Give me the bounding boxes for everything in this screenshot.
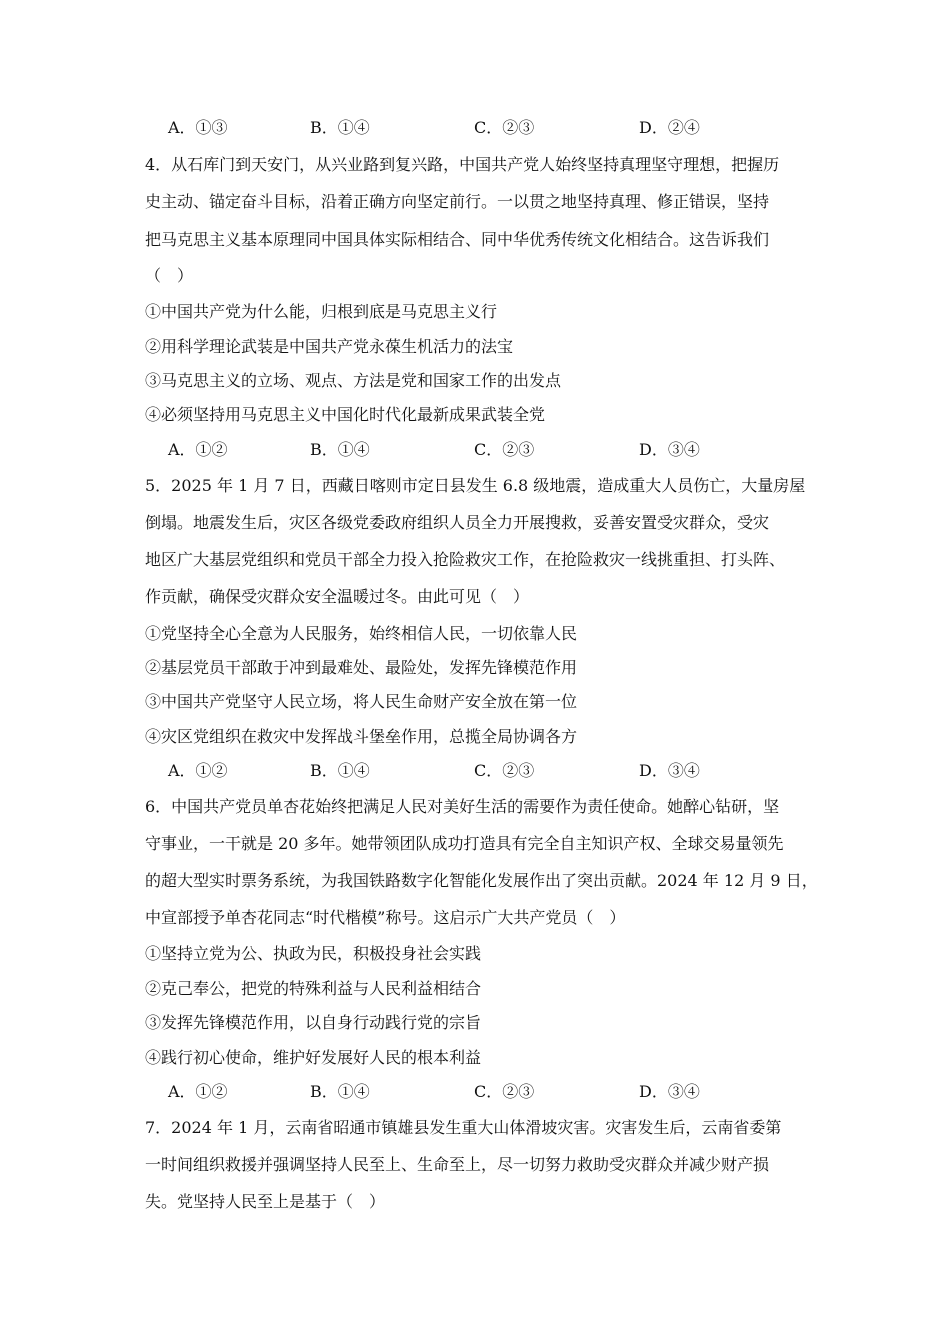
q5-option-b: B．①④ (310, 761, 370, 780)
q5-stem-line: 5．2025 年 1 月 7 日，西藏日喀则市定日县发生 6.8 级地震，造成重大人员伤亡，大量房屋 (145, 476, 806, 495)
q4-option-a: A．①② (168, 440, 228, 459)
q6-stem-line: 6．中国共产党员单杏花始终把满足人民对美好生活的需要作为责任使命。她醉心钻研，坚 (145, 797, 780, 816)
q6-statement: ①坚持立党为公、执政为民，积极投身社会实践 (145, 944, 482, 963)
q5-stem-line: 地区广大基层党组织和党员干部全力投入抢险救灾工作，在抢险救灾一线挑重担、打头阵、 (145, 550, 786, 569)
q7-stem-line: 失。党坚持人民至上是基于（ ） (145, 1192, 386, 1211)
q6-stem-line: 守事业，一干就是 20 多年。她带领团队成功打造具有完全自主知识产权、全球交易量领先 (145, 834, 784, 853)
q3-option-d: D．②④ (639, 118, 700, 137)
q6-option-a: A．①② (168, 1082, 228, 1101)
q6-option-c: C．②③ (474, 1082, 535, 1101)
q5-option-d: D．③④ (639, 761, 700, 780)
q4-stem-line: 4．从石库门到天安门，从兴业路到复兴路，中国共产党人始终坚持真理坚守理想，把握历 (145, 155, 780, 174)
q6-stem-line: 中宣部授予单杏花同志“时代楷模”称号。这启示广大共产党员（ ） (145, 908, 626, 927)
q4-statement: ③马克思主义的立场、观点、方法是党和国家工作的出发点 (145, 371, 562, 390)
q5-stem-line: 倒塌。地震发生后，灾区各级党委政府组织人员全力开展搜救，妥善安置受灾群众，受灾 (145, 513, 770, 532)
q4-statement: ①中国共产党为什么能，归根到底是马克思主义行 (145, 302, 498, 321)
q5-statement: ④灾区党组织在救灾中发挥战斗堡垒作用，总揽全局协调各方 (145, 727, 578, 746)
q5-statement: ②基层党员干部敢于冲到最难处、最险处，发挥先锋模范作用 (145, 658, 578, 677)
q4-stem-line: （ ） (145, 266, 194, 285)
q3-option-a: A．①③ (168, 118, 228, 137)
q6-statement: ③发挥先锋模范作用，以自身行动践行党的宗旨 (145, 1013, 482, 1032)
q4-option-d: D．③④ (639, 440, 700, 459)
q6-statement: ④践行初心使命，维护好发展好人民的根本利益 (145, 1048, 482, 1067)
q5-statement: ①党坚持全心全意为人民服务，始终相信人民，一切依靠人民 (145, 624, 578, 643)
q3-option-c: C．②③ (474, 118, 535, 137)
q7-stem-line: 一时间组织救援并强调坚持人民至上、生命至上，尽一切努力救助受灾群众并减少财产损 (145, 1155, 770, 1174)
q4-option-c: C．②③ (474, 440, 535, 459)
q4-statement: ②用科学理论武装是中国共产党永葆生机活力的法宝 (145, 337, 514, 356)
q4-option-b: B．①④ (310, 440, 370, 459)
q6-statement: ②克己奉公，把党的特殊利益与人民利益相结合 (145, 979, 482, 998)
q6-option-b: B．①④ (310, 1082, 370, 1101)
q5-stem-line: 作贡献，确保受灾群众安全温暖过冬。由此可见（ ） (145, 587, 530, 606)
q4-statement: ④必须坚持用马克思主义中国化时代化最新成果武装全党 (145, 405, 546, 424)
q5-statement: ③中国共产党坚守人民立场，将人民生命财产安全放在第一位 (145, 692, 578, 711)
q6-stem-line: 的超大型实时票务系统，为我国铁路数字化智能化发展作出了突出贡献。2024 年 12 月 9 日， (145, 871, 818, 890)
q5-option-c: C．②③ (474, 761, 535, 780)
q4-stem-line: 史主动、锚定奋斗目标，沿着正确方向坚定前行。一以贯之地坚持真理、修正错误，坚持 (145, 192, 770, 211)
q4-stem-line: 把马克思主义基本原理同中国具体实际相结合、同中华优秀传统文化相结合。这告诉我们 (145, 230, 770, 249)
q5-option-a: A．①② (168, 761, 228, 780)
q3-option-b: B．①④ (310, 118, 370, 137)
q7-stem-line: 7．2024 年 1 月，云南省昭通市镇雄县发生重大山体滑坡灾害。灾害发生后，云南省委第 (145, 1118, 782, 1137)
q6-option-d: D．③④ (639, 1082, 700, 1101)
